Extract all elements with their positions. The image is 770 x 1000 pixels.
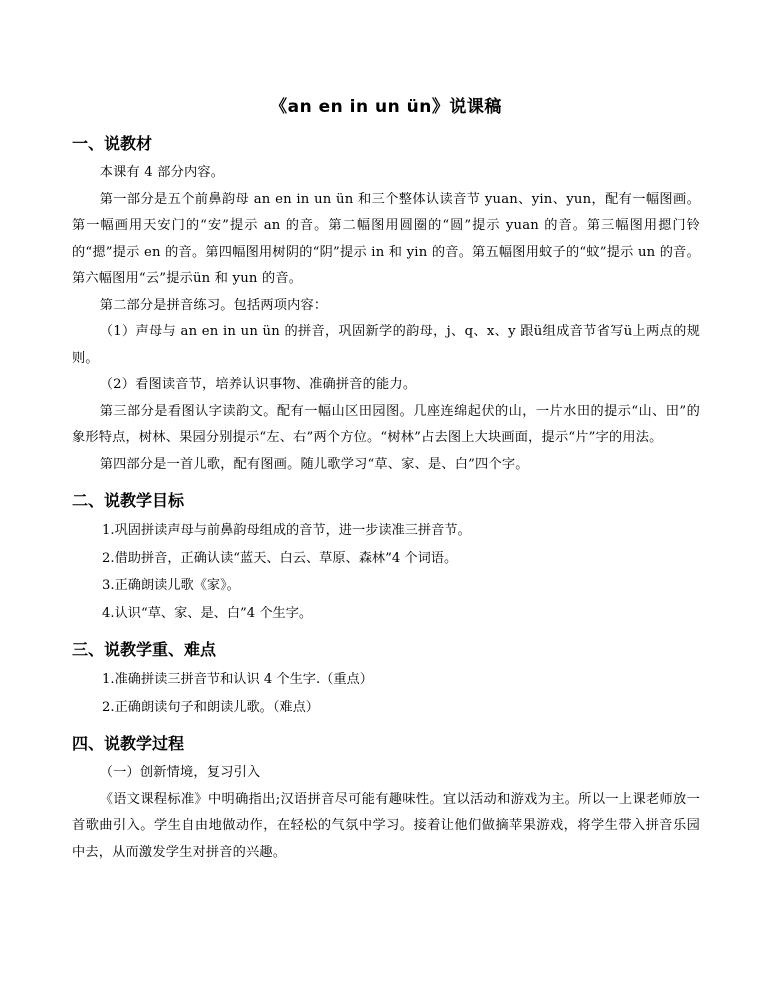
document-title: 《an en in un ün》说课稿 xyxy=(270,97,502,117)
section-heading-key-points: 三、说教学重、难点 xyxy=(72,640,217,659)
paragraph: 第四部分是一首儿歌，配有图画。随儿歌学习“草、家、是、白”四个字。 xyxy=(99,456,529,472)
paragraph: 《语文课程标准》中明确指出;汉语拼音尽可能有趣味性。宜以活动和游戏为主。所以一上课老师放一首歌曲引入。学生自由地做动作，在轻松的气氛中学习。接着让他们做摘苹果游戏，将学生带入拼音乐园中去，从而激发学生对拼音的兴趣。 xyxy=(72,791,700,860)
paragraph: （一）创新情境，复习引入 xyxy=(99,765,261,780)
paragraph: （1）声母与 an en in un ün 的拼音，巩固新学的韵母，j、q、x、y 跟ü组成音节省写ü上两点的规则。 xyxy=(72,324,700,366)
list-item: 3.正确朗读儿歌《家》。 xyxy=(102,578,240,593)
paragraph: 第三部分是看图认字读韵文。配有一幅山区田园图。几座连绵起伏的山，一片水田的提示“山、田”的象形特点，树林、果园分别提示“左、右”两个方位。“树林”占去图上大块画面，提示“片”字的用法。 xyxy=(72,403,700,445)
paragraph: 本课有 4 部分内容。 xyxy=(99,165,225,180)
section-heading-goals: 二、说教学目标 xyxy=(72,491,185,510)
list-item: 2.正确朗读句子和朗读儿歌。（难点） xyxy=(102,699,319,715)
section-heading-textbook: 一、说教材 xyxy=(72,134,153,153)
section-heading-process: 四、说教学过程 xyxy=(72,734,185,753)
list-item: 2.借助拼音，正确认读“蓝天、白云、草原、森林”4 个词语。 xyxy=(102,550,458,566)
paragraph: 第二部分是拼音练习。包括两项内容： xyxy=(99,297,328,313)
list-item: 1.准确拼读三拼音节和认识 4 个生字.（重点） xyxy=(102,672,373,687)
list-item: 4.认识“草、家、是、白”4 个生字。 xyxy=(102,605,313,621)
list-item: 1.巩固拼读声母与前鼻韵母组成的音节，进一步读准三拼音节。 xyxy=(102,523,471,538)
paragraph: 第一部分是五个前鼻韵母 an en in un ün 和三个整体认读音节 yuan、yin、yun，配有一幅图画。第一幅画用天安门的“安”提示 an 的音。第二幅图用圆圈的“圆”提示 yuan 的音。第三幅图用摁门铃的“摁”提示 en 的音。第四幅图用树阴的“阴”提示 in 和 yin 的音。第五幅图用蚊子的“蚊”提示 un 的音。第六幅图用“云”提示ün 和 yun 的音。 xyxy=(72,191,700,286)
paragraph: （2）看图读音节，培养认识事物、准确拼音的能力。 xyxy=(99,377,417,392)
